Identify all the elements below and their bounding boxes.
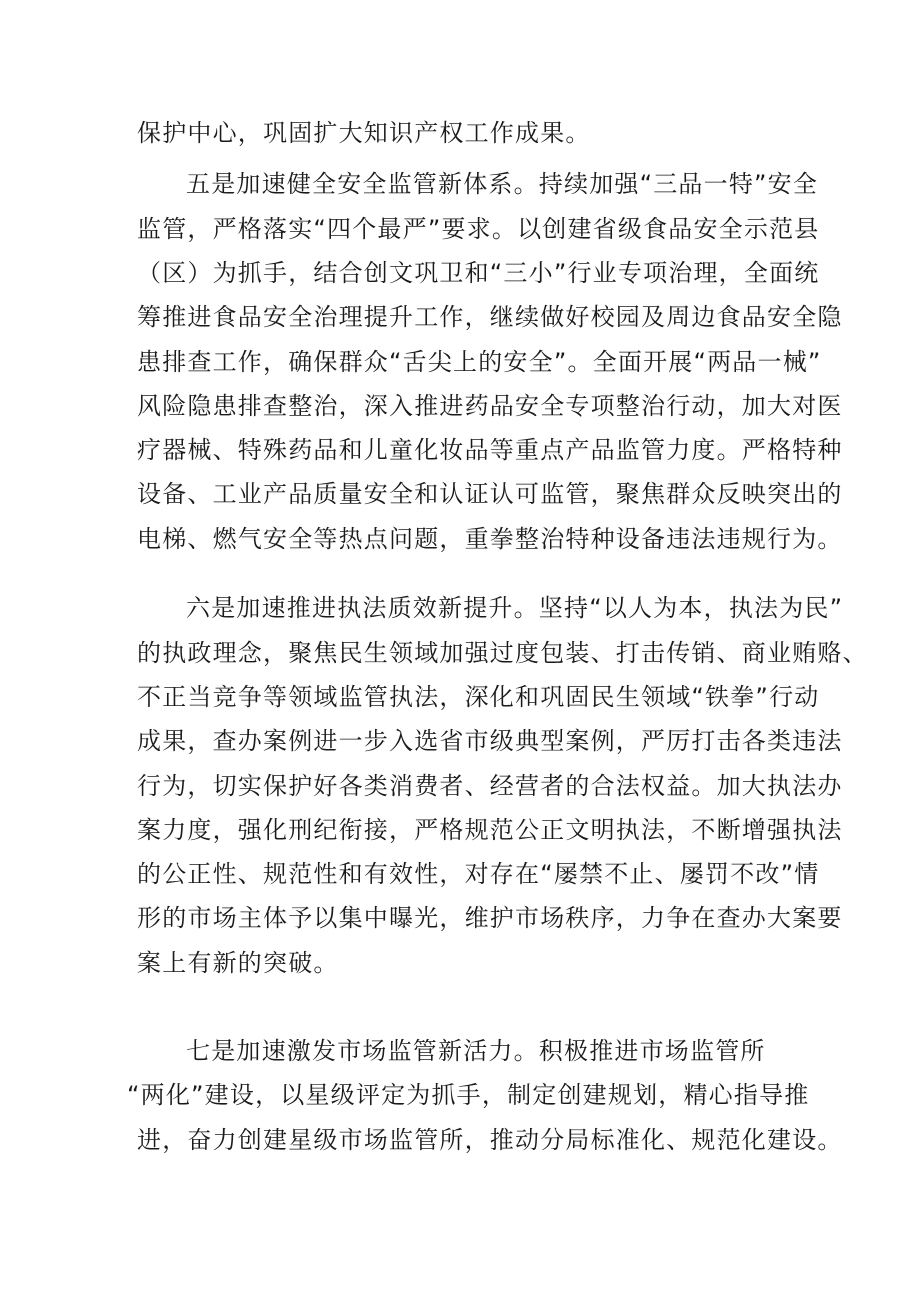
text-line: 设备、工业产品质量安全和认证认可监管，聚焦群众反映突出的 — [137, 480, 843, 508]
text-line: 形的市场主体予以集中曝光，维护市场秩序，力争在查办大案要 — [137, 904, 843, 932]
text-line: 的执政理念，聚焦民生领域加强过度包装、打击传销、商业贿赂、 — [137, 639, 868, 667]
text-line: 监管，严格落实“四个最严”要求。以创建省级食品安全示范县 — [137, 215, 820, 243]
text-line: 疗器械、特殊药品和儿童化妆品等重点产品监管力度。严格特种 — [137, 436, 843, 464]
text-line: 行为，切实保护好各类消费者、经营者的合法权益。加大执法办 — [137, 772, 843, 800]
paragraph-first-line: 五是加速健全安全监管新体系。持续加强“三品一特”安全 — [186, 170, 819, 198]
text-line: 筹推进食品安全治理提升工作，继续做好校园及周边食品安全隐 — [137, 303, 843, 331]
text-line: “两化”建设，以星级评定为抓手，制定创建规划，精心指导推 — [127, 1081, 810, 1109]
text-line: 案上有新的突破。 — [137, 949, 339, 977]
text-line: 电梯、燃气安全等热点问题，重拳整治特种设备违法违规行为。 — [137, 525, 843, 553]
text-line: （区）为抓手，结合创文巩卫和“三小”行业专项治理，全面统 — [137, 259, 820, 287]
text-line: 不正当竞争等领域监管执法，深化和巩固民生领域“铁拳”行动 — [137, 683, 820, 711]
text-line: 案力度，强化刑纪衔接，严格规范公正文明执法，不断增强执法 — [137, 816, 843, 844]
text-line: 患排查工作，确保群众“舌尖上的安全”。全面开展“两品一械” — [137, 348, 822, 376]
text-line: 保护中心，巩固扩大知识产权工作成果。 — [137, 119, 591, 147]
text-line: 风险隐患排查整治，深入推进药品安全专项整治行动，加大对医 — [137, 392, 843, 420]
text-line: 的公正性、规范性和有效性，对存在“屡禁不止、屡罚不改”情 — [137, 860, 820, 888]
paragraph-first-line: 六是加速推进执法质效新提升。坚持“以人为本，执法为民” — [186, 594, 844, 622]
text-line: 成果，查办案例进一步入选省市级典型案例，严厉打击各类违法 — [137, 727, 843, 755]
text-line: 进，奋力创建星级市场监管所，推动分局标准化、规范化建设。 — [137, 1126, 843, 1154]
paragraph-first-line: 七是加速激发市场监管新活力。积极推进市场监管所 — [186, 1037, 766, 1065]
